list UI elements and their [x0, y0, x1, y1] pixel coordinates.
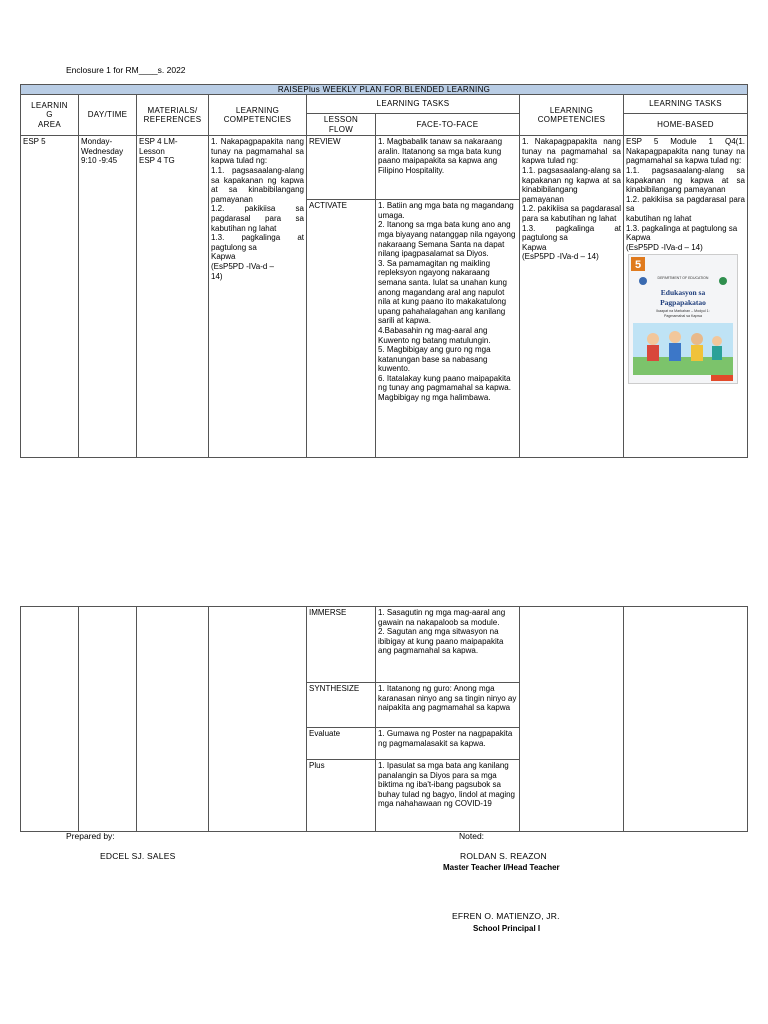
cover-title-1: Edukasyon sa [660, 288, 706, 298]
cover-subtitle-2: Pagmamahal sa Kapwa [664, 314, 702, 319]
header-competencies-2: LEARNING COMPETENCIES [520, 95, 624, 136]
cont-cell-day-time [79, 607, 137, 832]
header-face-to-face: FACE-TO-FACE [376, 114, 520, 136]
cell-competencies-2: 1. Nakapagpapakita nang tunay na pagmamahal sa kapwa tulad ng: 1.1. pagsasaalang-alang sa kapakanan ng kapwa at sa kinabibilangang pamayanan 1.2. pakikiisa sa pagdarasal para sa kabutihan ng lahat 1.3. pagkalinga at pagtulong sa Kapwa (EsP5PD -IVa-d – 14) [520, 136, 624, 458]
header-materials: MATERIALS/ REFERENCES [137, 95, 209, 136]
region-seal-icon [719, 277, 727, 285]
flow-text-review: 1. Magbabalik tanaw sa nakaraang aralin. Itatanong sa mga bata kung paano maipapakita sa kapwa ang Filipino Hospitality. [376, 136, 520, 200]
flow-label-evaluate: Evaluate [307, 728, 376, 760]
cont-cell-competencies-2 [520, 607, 624, 832]
header-learning-tasks-2: LEARNING TASKS [624, 95, 748, 114]
cell-day-time: Monday- Wednesday 9:10 -9:45 [79, 136, 137, 458]
cont-cell-materials [137, 607, 209, 832]
flow-label-activate: ACTIVATE [307, 200, 376, 458]
cover-agency: DEPARTMENT OF EDUCATION [657, 276, 709, 281]
noted-label: Noted: [459, 831, 485, 841]
flow-label-immerse: IMMERSE [307, 607, 376, 683]
module-cover-art [629, 255, 737, 383]
weekly-plan-table-continued [20, 606, 748, 832]
deped-seal-icon [639, 277, 647, 285]
header-competencies: LEARNING COMPETENCIES [209, 95, 307, 136]
module-cover-image [628, 254, 738, 384]
cont-cell-home-based [624, 607, 748, 832]
publisher-logo [711, 375, 733, 381]
header-day-time: DAY/TIME [79, 95, 137, 136]
cont-cell-learning-area [21, 607, 79, 832]
cell-materials: ESP 4 LM- Lesson ESP 4 TG [137, 136, 209, 458]
header-lesson-flow: LESSON FLOW [307, 114, 376, 136]
flow-label-plus: Plus [307, 760, 376, 832]
flow-text-activate: 1. Batiin ang mga bata ng magandang umaga. 2. Itanong sa mga bata kung ano ang mga biyayang natanggap nila ngayong nakaraang Semana Santa na dapat nilang ipagpasalamat sa Diyos. 3. Sa pamamagitan ng maikling repleksyon ngayong nakaraang semana santa. Iulat sa unahan kung anong magandang aral ang napulot nila at kung paano ito makakatulong upang pahahalagahan ang kanilang sarili at kapwa. 4.Babasahin ng mag-aaral ang Kuwento ng batang matulungin. 5. Magbibigay ang guro ng mga katanungan base sa nabasang kuwento. 6. Itatalakay kung paano maipapakita ng tunay ang pagmamahal sa kapwa. Magbibigay ng mga halimbawa. [376, 200, 520, 458]
flow-label-synthesize: SYNTHESIZE [307, 683, 376, 728]
flow-text-evaluate: 1. Gumawa ng Poster na nagpapakita ng pagmamalasakit sa kapwa. [376, 728, 520, 760]
flow-text-plus: 1. Ipasulat sa mga bata ang kanilang panalangin sa Diyos para sa mga biktima ng iba't-ibang pagsubok sa buhay tulad ng bagyo, lindol at maging mga nahahawaan ng COVID-19 [376, 760, 520, 832]
principal-title: School Principal I [473, 924, 541, 933]
plan-title: RAISEPlus WEEKLY PLAN FOR BLENDED LEARNING [21, 85, 748, 95]
cover-subtitle: Ikaapat na Markahan – Modyul 1: [656, 309, 710, 314]
prepared-by-name: EDCEL SJ. SALES [100, 851, 176, 861]
header-learning-area: LEARNIN G AREA [21, 95, 79, 136]
cover-illustration [633, 323, 733, 375]
cell-learning-area: ESP 5 [21, 136, 79, 458]
noted-by-name: ROLDAN S. REAZON [460, 851, 547, 861]
cont-cell-competencies [209, 607, 307, 832]
grade-number: 5 [634, 259, 642, 272]
flow-text-immerse: 1. Sasagutin ng mga mag-aaral ang gawain na nakapaloob sa module. 2. Sagutan ang mga sitwasyon na ibibigay at kung paano maipapakita ang pagmamahal sa kapwa. [376, 607, 520, 683]
cover-title-2: Pagpapakatao [660, 298, 706, 308]
flow-label-review: REVIEW [307, 136, 376, 200]
header-learning-tasks: LEARNING TASKS [307, 95, 520, 114]
weekly-plan-table [20, 84, 748, 458]
prepared-by-label: Prepared by: [66, 831, 115, 841]
home-based-text: ESP 5 Module 1 Q4(1. Nakapagpapakita nang tunay na pagmamahal sa kapwa tulad ng: 1.1. pagsasaalang-alang sa kapakanan ng kapwa at sa kinabibilangang pamayanan 1.2. pakikiisa sa pagdarasal para sa kabutihan ng lahat 1.3. pagkalinga at pagtulong sa Kapwa (EsP5PD -IVa-d – 14) [626, 137, 745, 252]
noted-by-title: Master Teacher I/Head Teacher [443, 863, 560, 872]
cell-home-based [624, 136, 748, 458]
cell-competencies: 1. Nakapagpapakita nang tunay na pagmamahal sa kapwa tulad ng: 1.1. pagsasaalang-alang sa kapakanan ng kapwa at sa kinabibilangang pamayanan 1.2. pakikiisa sa pagdarasal para sa kabutihan ng lahat 1.3. pagkalinga at pagtulong sa Kapwa (EsP5PD -IVa-d – 14) [209, 136, 307, 458]
principal-name: EFREN O. MATIENZO, JR. [452, 911, 560, 921]
enclosure-label: Enclosure 1 for RM____s. 2022 [66, 65, 186, 75]
header-home-based: HOME-BASED [624, 114, 748, 136]
flow-text-synthesize: 1. Itatanong ng guro: Anong mga karanasan ninyo ang sa tingin ninyo ay naipakita ang pagmamahal sa kapwa [376, 683, 520, 728]
